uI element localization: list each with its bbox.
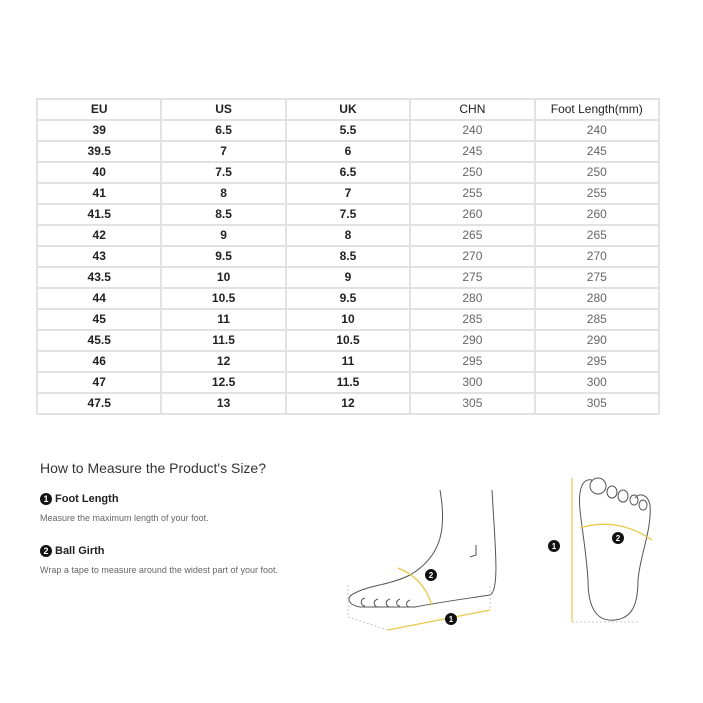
- number-2-icon: 2: [40, 545, 52, 557]
- table-cell: 290: [535, 330, 659, 351]
- table-cell: 10: [286, 309, 410, 330]
- side-foot-diagram-icon: [340, 485, 520, 635]
- table-cell: 9.5: [161, 246, 285, 267]
- table-cell: 280: [410, 288, 534, 309]
- size-chart-table: [36, 98, 660, 415]
- table-cell: 280: [535, 288, 659, 309]
- table-row: [37, 393, 659, 414]
- table-cell: 295: [410, 351, 534, 372]
- table-row: [37, 267, 659, 288]
- header-us: US: [161, 99, 285, 120]
- sole-foot-diagram-icon: [540, 470, 670, 630]
- step-description: Wrap a tape to measure around the widest part of your foot.: [40, 565, 278, 575]
- table-cell: 13: [161, 393, 285, 414]
- table-header-row: [37, 99, 659, 120]
- step-title: Foot Length: [55, 493, 119, 505]
- table-cell: 295: [535, 351, 659, 372]
- table-cell: 12: [161, 351, 285, 372]
- step-foot-length: [40, 493, 209, 523]
- table-cell: 8: [286, 225, 410, 246]
- table-cell: 39: [37, 120, 161, 141]
- table-row: [37, 162, 659, 183]
- table-row: [37, 246, 659, 267]
- table-row: [37, 141, 659, 162]
- table-cell: 12: [286, 393, 410, 414]
- header-chn: CHN: [410, 99, 534, 120]
- table-cell: 250: [410, 162, 534, 183]
- table-cell: 6: [286, 141, 410, 162]
- table-cell: 9: [161, 225, 285, 246]
- table-row: [37, 204, 659, 225]
- number-1-icon: 1: [40, 493, 52, 505]
- step-title: Ball Girth: [55, 545, 105, 557]
- table-cell: 47: [37, 372, 161, 393]
- table-cell: 12.5: [161, 372, 285, 393]
- table-cell: 10: [161, 267, 285, 288]
- table-cell: 11: [161, 309, 285, 330]
- table-cell: 5.5: [286, 120, 410, 141]
- table-cell: 8.5: [161, 204, 285, 225]
- table-cell: 45: [37, 309, 161, 330]
- table-cell: 43.5: [37, 267, 161, 288]
- svg-text:2: 2: [428, 571, 434, 580]
- table-cell: 7: [161, 141, 285, 162]
- table-row: [37, 183, 659, 204]
- table-cell: 260: [535, 204, 659, 225]
- table-cell: 8: [161, 183, 285, 204]
- table-cell: 285: [535, 309, 659, 330]
- table-cell: 245: [535, 141, 659, 162]
- header-eu: EU: [37, 99, 161, 120]
- table-cell: 7.5: [161, 162, 285, 183]
- table-cell: 45.5: [37, 330, 161, 351]
- table-cell: 245: [410, 141, 534, 162]
- table-cell: 270: [535, 246, 659, 267]
- table-cell: 39.5: [37, 141, 161, 162]
- table-cell: 6.5: [286, 162, 410, 183]
- table-cell: 8.5: [286, 246, 410, 267]
- header-uk: UK: [286, 99, 410, 120]
- table-cell: 9: [286, 267, 410, 288]
- table-cell: 10.5: [161, 288, 285, 309]
- table-row: [37, 351, 659, 372]
- table-cell: 44: [37, 288, 161, 309]
- table-cell: 275: [410, 267, 534, 288]
- table-cell: 41: [37, 183, 161, 204]
- table-cell: 290: [410, 330, 534, 351]
- table-cell: 42: [37, 225, 161, 246]
- table-row: [37, 225, 659, 246]
- table-row: [37, 288, 659, 309]
- svg-text:1: 1: [448, 615, 454, 624]
- table-cell: 300: [410, 372, 534, 393]
- table-cell: 300: [535, 372, 659, 393]
- table-cell: 240: [535, 120, 659, 141]
- table-cell: 255: [535, 183, 659, 204]
- table-row: [37, 330, 659, 351]
- table-cell: 265: [535, 225, 659, 246]
- table-cell: 7.5: [286, 204, 410, 225]
- table-cell: 40: [37, 162, 161, 183]
- svg-text:1: 1: [551, 542, 557, 551]
- table-cell: 46: [37, 351, 161, 372]
- table-cell: 255: [410, 183, 534, 204]
- table-cell: 270: [410, 246, 534, 267]
- table-cell: 41.5: [37, 204, 161, 225]
- table-cell: 285: [410, 309, 534, 330]
- table-cell: 11.5: [286, 372, 410, 393]
- table-cell: 305: [410, 393, 534, 414]
- table-cell: 11.5: [161, 330, 285, 351]
- table-cell: 9.5: [286, 288, 410, 309]
- howto-title: How to Measure the Product's Size?: [40, 460, 267, 476]
- table-cell: 43: [37, 246, 161, 267]
- table-cell: 7: [286, 183, 410, 204]
- table-cell: 305: [535, 393, 659, 414]
- table-cell: 6.5: [161, 120, 285, 141]
- table-row: [37, 120, 659, 141]
- table-cell: 10.5: [286, 330, 410, 351]
- header-foot-length: Foot Length(mm): [535, 99, 659, 120]
- table-row: [37, 372, 659, 393]
- step-description: Measure the maximum length of your foot.: [40, 513, 209, 523]
- svg-text:2: 2: [615, 534, 621, 543]
- table-cell: 265: [410, 225, 534, 246]
- table-cell: 47.5: [37, 393, 161, 414]
- table-cell: 250: [535, 162, 659, 183]
- table-cell: 260: [410, 204, 534, 225]
- table-cell: 275: [535, 267, 659, 288]
- table-cell: 240: [410, 120, 534, 141]
- step-ball-girth: [40, 545, 278, 575]
- table-row: [37, 309, 659, 330]
- table-cell: 11: [286, 351, 410, 372]
